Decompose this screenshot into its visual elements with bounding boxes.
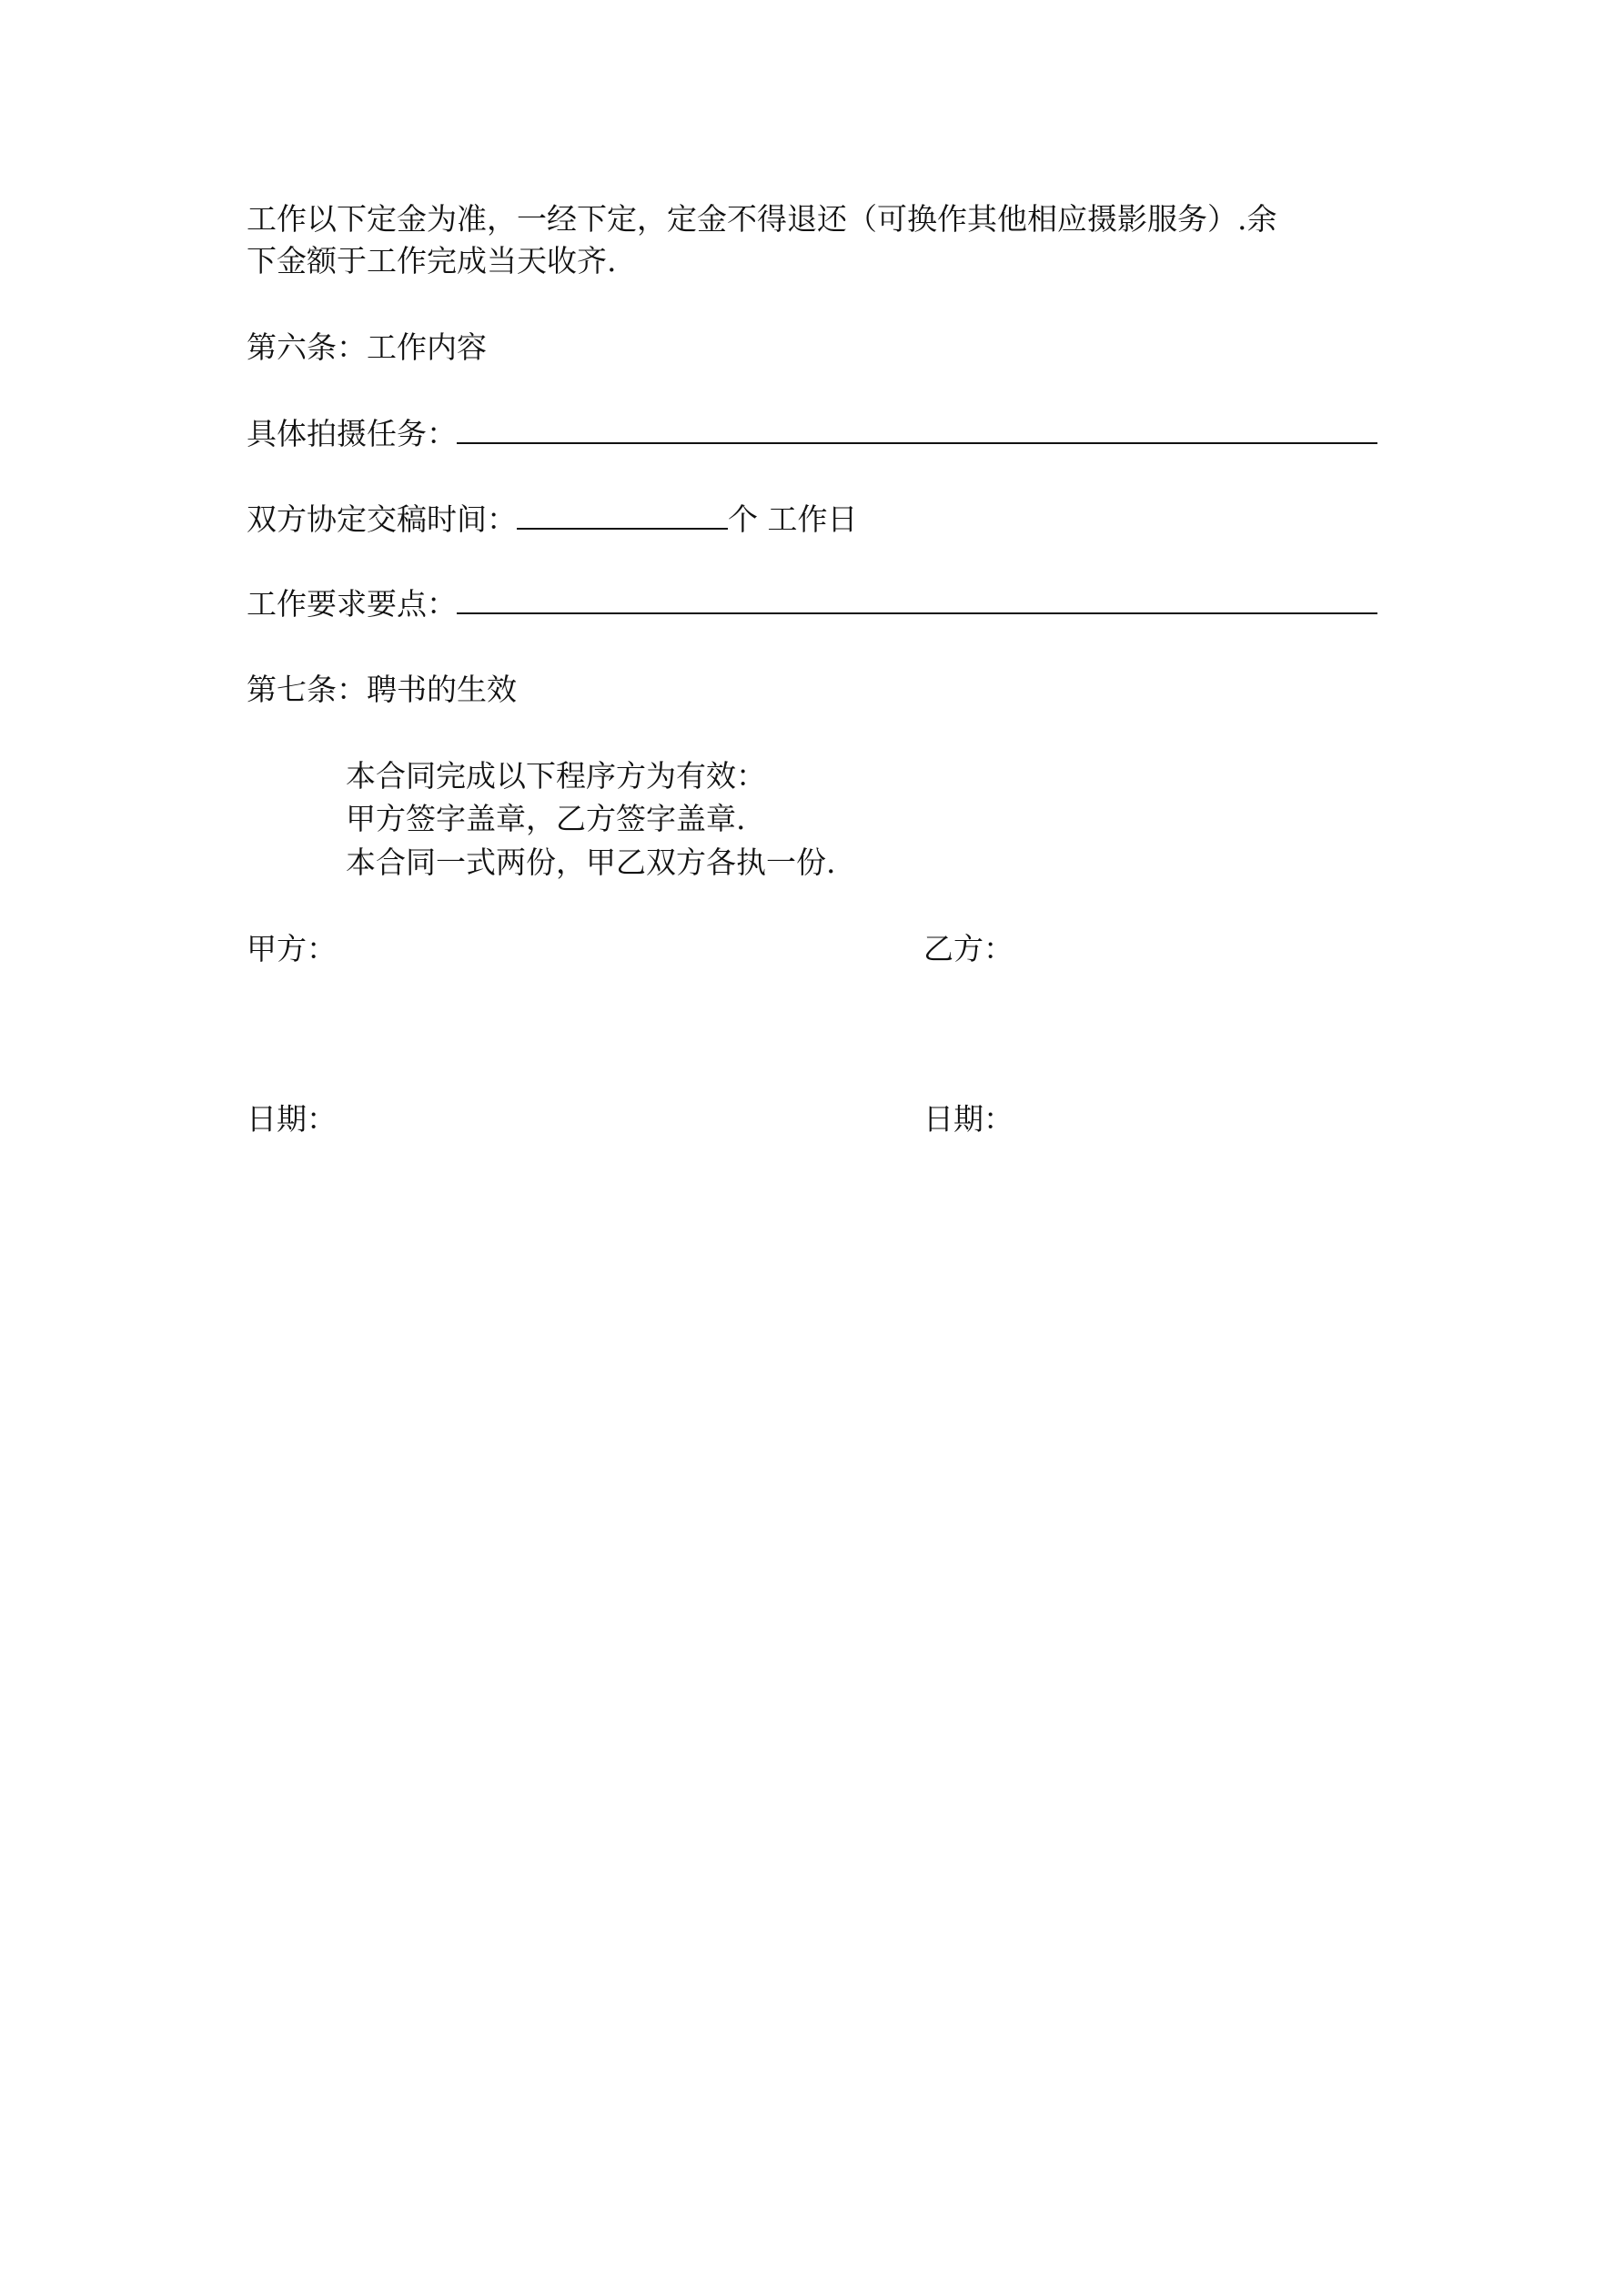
requirements-field-row	[247, 582, 1377, 625]
requirements-label: 工作要求要点：	[247, 586, 457, 622]
task-field-row	[247, 411, 1377, 455]
task-label: 具体拍摄任务：	[247, 416, 457, 451]
article-7-item-3: 本合同一式两份，甲乙双方各执一份.	[346, 845, 836, 880]
deposit-paragraph-line-1: 工作以下定金为准，一经下定，定金不得退还（可换作其他相应摄影服务）.余	[247, 201, 1277, 237]
article-7-item-1: 本合同完成以下程序方为有效：	[346, 758, 766, 794]
party-b-date-label: 日期：	[923, 1101, 1014, 1137]
party-a-label: 甲方：	[247, 931, 337, 966]
article-7-item-2: 甲方签字盖章，乙方签字盖章.	[346, 801, 746, 836]
delivery-label: 双方协定交稿时间：	[247, 501, 517, 537]
delivery-field-row	[247, 497, 858, 541]
article-7-heading: 第七条：聘书的生效	[247, 672, 517, 707]
party-a-date-label: 日期：	[247, 1101, 337, 1137]
party-b-label: 乙方：	[923, 931, 1014, 966]
delivery-days-blank[interactable]	[517, 497, 728, 530]
delivery-unit: 个 工作日	[728, 501, 858, 537]
deposit-paragraph-line-2: 下金额于工作完成当天收齐.	[247, 243, 617, 278]
requirements-blank-line[interactable]	[457, 582, 1377, 614]
task-blank-line[interactable]	[457, 411, 1377, 444]
article-6-heading: 第六条：工作内容	[247, 329, 487, 365]
